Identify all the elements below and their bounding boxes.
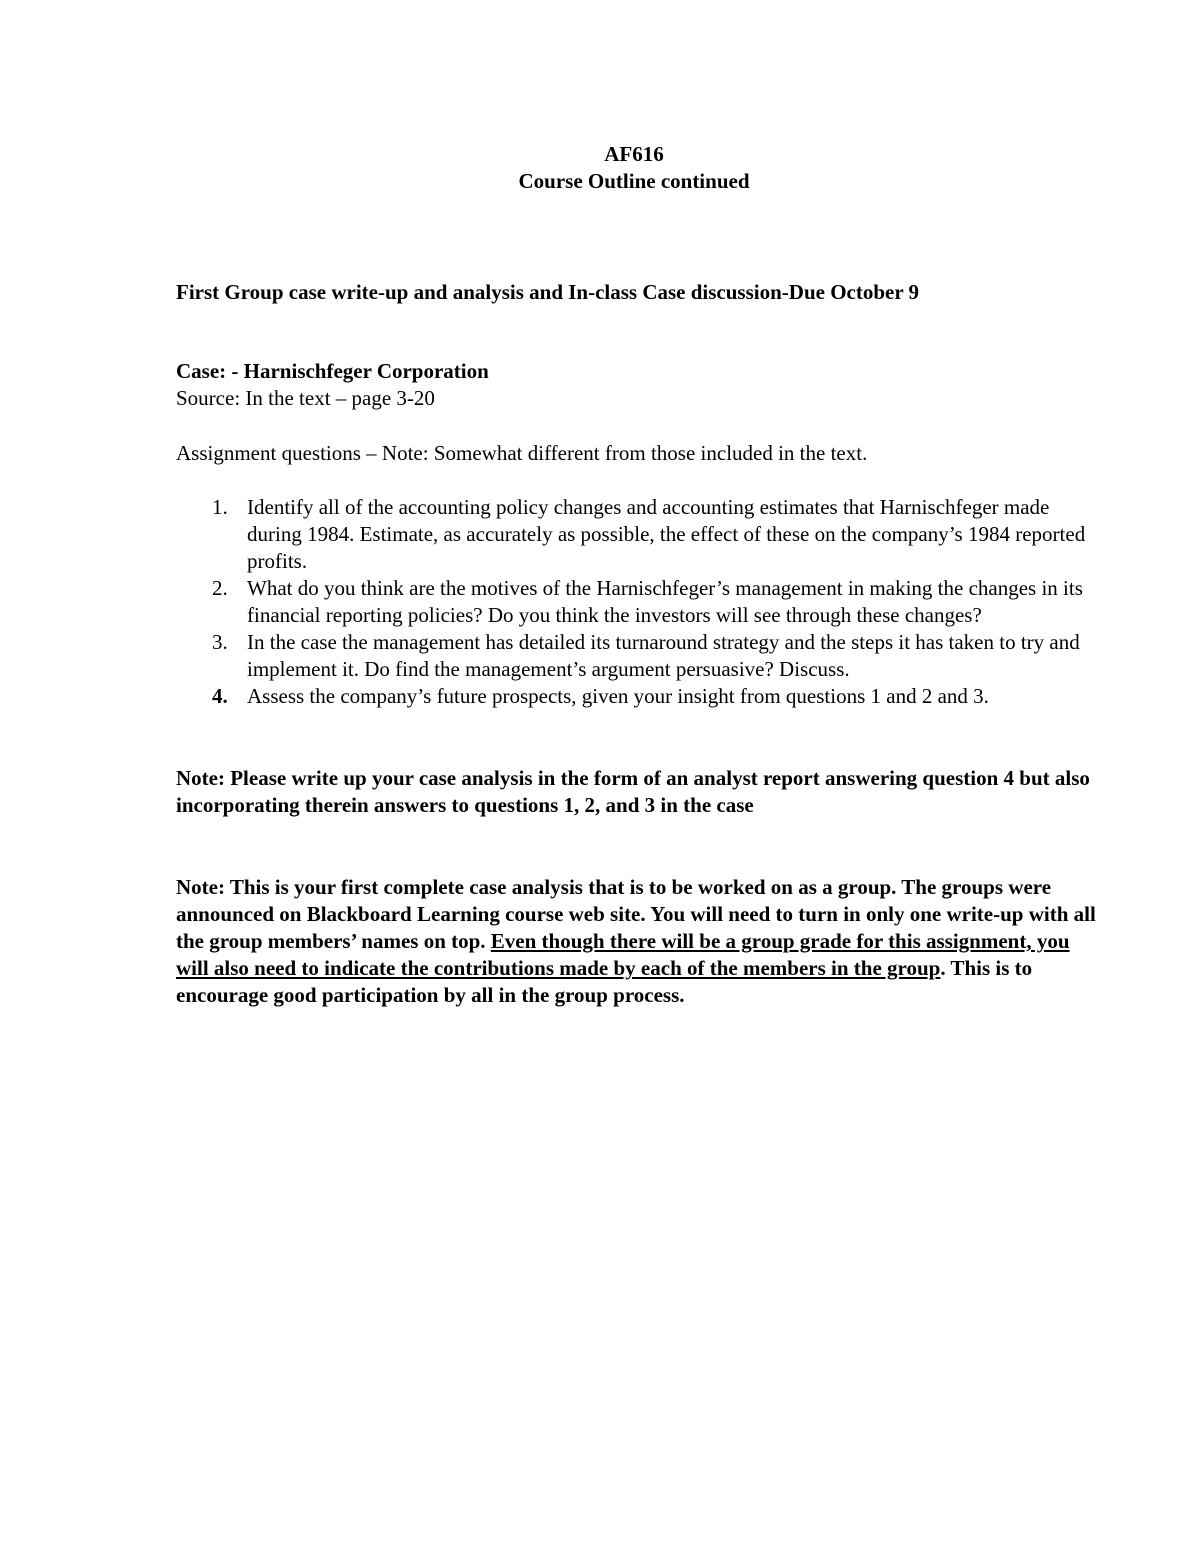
- question-item: [176, 575, 1096, 629]
- assignment-heading: First Group case write-up and analysis and In-class Case discussion-Due October 9: [176, 280, 920, 304]
- document-header: [0, 141, 1200, 195]
- group-note-text: Note: This is your first complete case analysis that is to be worked on as a group. The groups were announced on Blackboard Learning course web site. You will need to turn in only one write-up with all the group members’ names on top.: [176, 875, 1096, 953]
- course-subtitle: Course Outline continued: [518, 169, 750, 193]
- question-number: 3.: [212, 630, 228, 654]
- group-note: [176, 874, 1096, 1009]
- case-info: [176, 358, 1096, 412]
- group-note-ending: . This is to encourage good participation by all in the group process.: [176, 956, 1033, 1007]
- question-text: Assess the company’s future prospects, given your insight from questions 1 and 2 and 3.: [247, 684, 989, 708]
- question-item: [176, 494, 1096, 575]
- question-text: What do you think are the motives of the Harnischfeger’s management in making the changes in its financial reporting policies? Do you think the investors will see through these changes?: [247, 576, 1083, 627]
- question-text: In the case the management has detailed its turnaround strategy and the steps it has taken to try and implement it. Do find the management’s argument persuasive? Discuss.: [247, 630, 1080, 681]
- question-number: 4.: [212, 684, 228, 708]
- case-title: Case: - Harnischfeger Corporation: [176, 359, 489, 383]
- question-text: Identify all of the accounting policy changes and accounting estimates that Harnischfeger made during 1984. Estimate, as accurately as possible, the effect of these on the company’s 1984 reported profits.: [247, 495, 1086, 573]
- group-note-underlined: Even though there will be a group grade for this assignment, you will also need to indicate the contributions made by each of the members in the group: [176, 929, 1070, 980]
- question-item: [176, 629, 1096, 683]
- assignment-intro: Assignment questions – Note: Somewhat different from those included in the text.: [176, 441, 868, 465]
- questions-list: [176, 494, 1096, 710]
- case-source: Source: In the text – page 3-20: [176, 386, 435, 410]
- analysis-note: Note: Please write up your case analysis in the form of an analyst report answering question 4 but also incorporating therein answers to questions 1, 2, and 3 in the case: [176, 766, 1090, 817]
- course-code: AF616: [604, 142, 664, 166]
- question-number: 2.: [212, 576, 228, 600]
- question-number: 1.: [212, 495, 228, 519]
- question-item: [176, 683, 1096, 710]
